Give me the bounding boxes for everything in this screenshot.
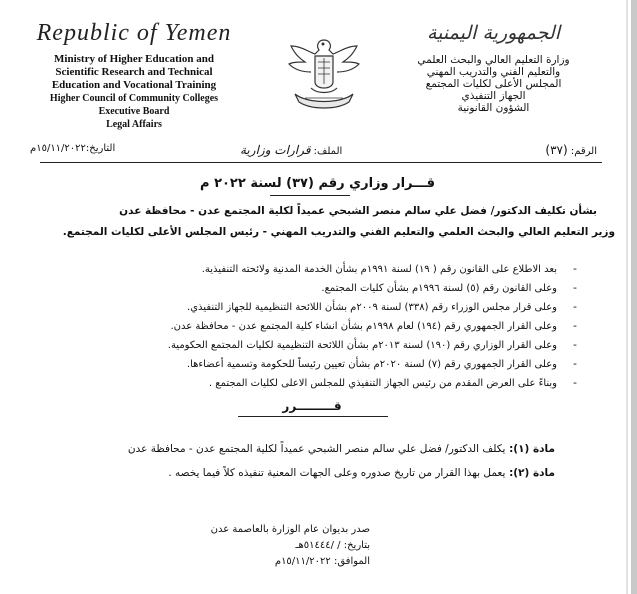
- english-line: Education and Vocational Training: [51, 79, 217, 91]
- file-value: قرارات وزارية: [240, 143, 311, 157]
- article-label: مادة (١):: [509, 443, 555, 455]
- date-field: [30, 143, 115, 154]
- page-edge: [631, 0, 637, 594]
- bullet-dash: -: [573, 300, 577, 313]
- recital: وعلى القانون رقم (٥) لسنة ١٩٩٦م بشأن كليات المجتمع.: [321, 283, 557, 294]
- date-value: :١٥/١١/٢٠٢٢م: [30, 143, 90, 154]
- recital: بعد الاطلاع على القانون رقم ( ١٩) لسنة ١٩٩١م بشأن الخدمة المدنية ولائحته التنفيذية.: [201, 264, 557, 275]
- arabic-line: المجلس الأعلى لكليات المجتمع: [425, 78, 562, 90]
- date-label: التاريخ: [89, 143, 116, 154]
- bullet-dash: -: [573, 319, 577, 332]
- bullet-dash: -: [573, 281, 577, 294]
- article-label: مادة (٢):: [509, 467, 555, 479]
- english-line: Scientific Research and Technical: [55, 66, 213, 78]
- recital: وعلى القرار الجمهوري رقم (٧) لسنة ٢٠٢٠م بشأن تعيين رئيساً للحكومة وتسمية أعضاءها.: [186, 359, 557, 370]
- file-field: [240, 143, 342, 157]
- decree-subject: بشأن تكليف الدكتور/ فضل علي سالم منصر الشبحي عميداً لكلية المجتمع عدن - محافظة عدن: [119, 205, 597, 217]
- header-divider: [40, 162, 602, 163]
- arabic-line: الشؤون القانونية: [457, 102, 530, 114]
- bullet-dash: -: [573, 262, 577, 275]
- number-field: [545, 143, 597, 157]
- recital: وعلى القرار الجمهوري رقم (١٩٤) لعام ١٩٩٨م بشأن انشاء كلية المجتمع عدن - محافظة عدن.: [170, 321, 557, 332]
- article: [128, 443, 555, 456]
- gregorian-date: الموافق: ١٥/١١/٢٠٢٢م: [274, 556, 370, 567]
- yemen-emblem-icon: [285, 32, 363, 114]
- article-text: يكلف الدكتور/ فضل علي سالم منصر الشبحي عميداً لكلية المجتمع عدن - محافظة عدن: [127, 443, 506, 455]
- arabic-line: وزارة التعليم العالي والبحث العلمي: [417, 54, 570, 66]
- decides-rule: [238, 416, 388, 417]
- bullet-dash: -: [573, 338, 577, 351]
- english-line: Executive Board: [98, 106, 170, 117]
- english-line: Ministry of Higher Education and: [54, 53, 214, 65]
- recital: وعلى قرار مجلس الوزراء رقم (٣٣٨) لسنة ٢٠٠٩م بشأن اللائحة التنظيمية للجهاز التنفيذي.: [187, 302, 557, 313]
- article-text: يعمل بهذا القرار من تاريخ صدوره وعلى الجهات المعنية تنفيذه كلاً فيما يخصه .: [168, 467, 506, 479]
- recital: وبناءً على العرض المقدم من رئيس الجهاز التنفيذي للمجلس الاعلى لكليات المجتمع .: [208, 378, 557, 389]
- decree-subject: وزير التعليم العالي والبحث العلمي والتعليم الفني والتدريب المهني - رئيس المجلس الأعلى لكليات المجتمع.: [62, 226, 615, 238]
- bullet-dash: -: [573, 376, 577, 389]
- issued-line: صدر بديوان عام الوزارة بالعاصمة عدن: [210, 524, 370, 535]
- arabic-title: الجمهورية اليمنية: [426, 22, 561, 44]
- english-line: Legal Affairs: [106, 119, 162, 130]
- arabic-letterhead: [386, 22, 601, 114]
- hijri-date: بتاريخ: / /٥١٤٤٤هـ: [295, 540, 370, 551]
- title-underline: [270, 195, 350, 196]
- decides-heading: قـــــــــرر: [282, 399, 342, 413]
- article: [168, 467, 555, 480]
- bullet-dash: -: [573, 357, 577, 370]
- number-label: الرقم:: [570, 146, 597, 157]
- file-label: الملف:: [313, 146, 343, 157]
- english-letterhead: [18, 20, 250, 131]
- number-value: (٣٧): [545, 143, 568, 157]
- decree-title: قـــرار وزاري رقم (٣٧) لسنة ٢٠٢٢ م: [200, 176, 435, 191]
- page-edge-line: [626, 0, 628, 594]
- english-line: Higher Council of Community Colleges: [49, 93, 219, 104]
- arabic-line: والتعليم الفني والتدريب المهني: [426, 66, 561, 78]
- recital: وعلى القرار الوزاري رقم (١٩٠) لسنة ٢٠١٣م بشأن اللائحة التنظيمية لكليات المجتمع الحكومية.: [167, 340, 557, 351]
- arabic-line: الجهاز التنفيذي: [461, 90, 526, 102]
- english-title: Republic of Yemen: [36, 20, 232, 46]
